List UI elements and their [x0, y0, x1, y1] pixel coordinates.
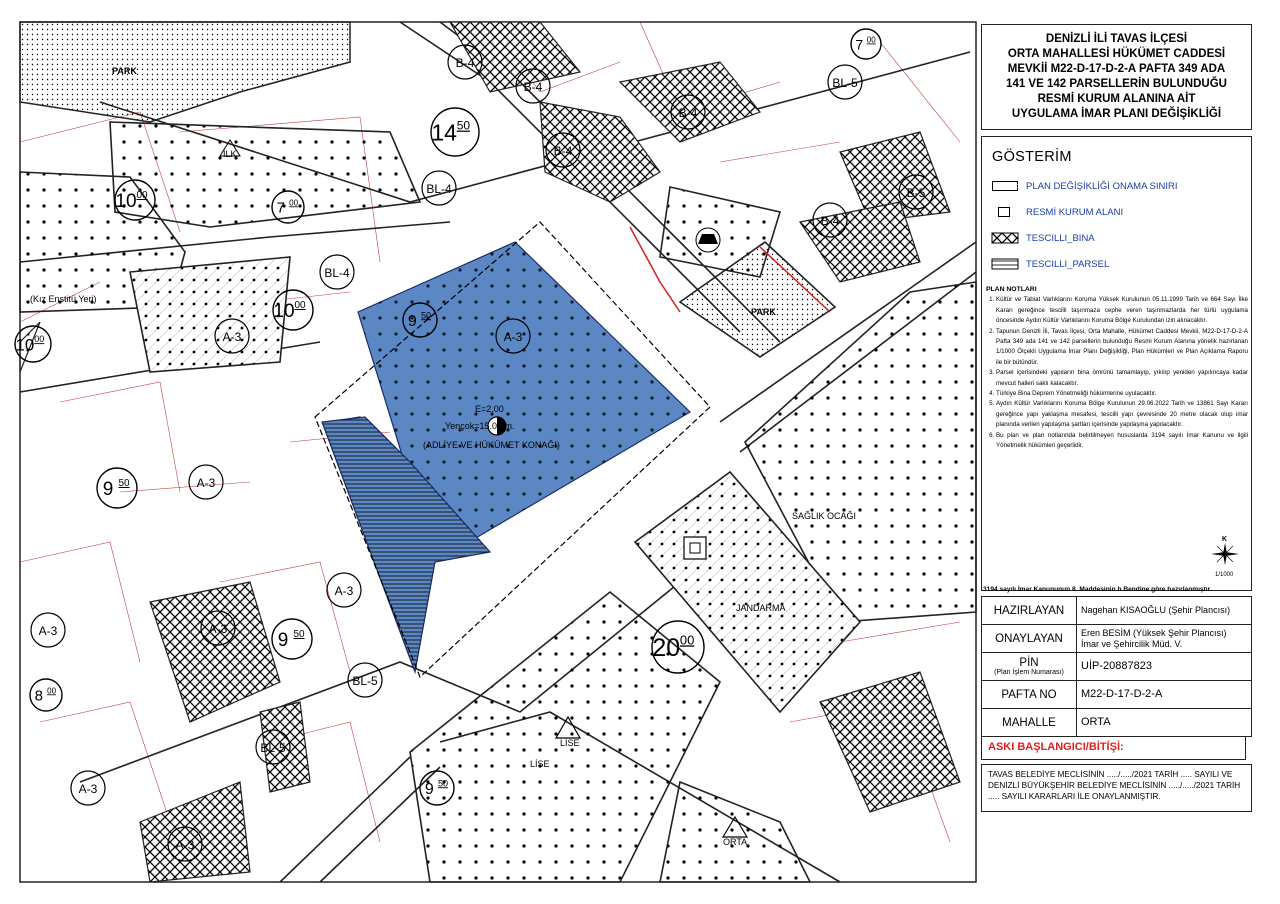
- plan-note: 6. Bu plan ve plan notlarında belirtilmeyen hususlarda 3194 sayılı İmar Kanunu ve ilgili Yönetmelik hükümleri geçerlidir.: [996, 431, 1248, 452]
- row-value: Eren BESİM (Yüksek Şehir Plancısı) İmar ve Şehircilik Müd. V.: [1077, 625, 1252, 653]
- svg-text:00: 00: [679, 632, 695, 648]
- approval-table: [981, 596, 1252, 737]
- table-row: [982, 709, 1252, 737]
- plan-note: 5. Aydın Kültür Varlıklarını Koruma Bölge Kurulunun 29.06.2022 Tarih ve 13861 Sayı Kararı gereğince yapı yaklaşma mesafesi, tescilli yapı çevresinde 20 metre olacak olup imar planında verilen yapılaşma şartları içerisinde yapılaşma yapılacaktır.: [996, 399, 1248, 430]
- density-label: E=2.00: [475, 404, 504, 414]
- svg-text:BL-5: BL-5: [352, 674, 378, 688]
- legend-item-label: TESCILLI_PARSEL: [1026, 258, 1110, 270]
- svg-text:20: 20: [652, 634, 681, 663]
- svg-text:BL-5: BL-5: [832, 76, 858, 90]
- pin-label: PİN: [1019, 657, 1039, 669]
- row-label: PAFTA NO: [982, 681, 1077, 709]
- plan-note: 2. Tapunun Denizli İli, Tavas İlçesi, Orta Mahalle, Hükümet Caddesi Mevkii, M22-D-17-D-2-A Pafta 349 ada 141 ve 142 parsellerin bulunduğu Resmi Kurum Alanına yönelik hazırlanan 1/1000 Ölçekli Uygulama İmar Planı Değişikliği, Plan Hükümleri ve Plan Açıklama Raporu ile bir bütündür.: [996, 327, 1248, 369]
- legend-item-label: TESCILLI_BINA: [1026, 232, 1095, 244]
- svg-text:ORTA: ORTA: [723, 837, 748, 847]
- svg-text:A-3: A-3: [175, 838, 195, 852]
- svg-text:A-3: A-3: [196, 476, 216, 490]
- svg-text:BL-5: BL-5: [260, 741, 286, 755]
- svg-text:00: 00: [866, 35, 876, 45]
- svg-text:BL-4: BL-4: [324, 266, 350, 280]
- svg-text:A-3: A-3: [208, 622, 228, 636]
- legend-item-official-area: [992, 199, 1251, 225]
- svg-text:9: 9: [277, 630, 289, 651]
- title-line: 141 VE 142 PARSELLERİN BULUNDUĞU: [1006, 78, 1227, 90]
- svg-text:A-3: A-3: [222, 330, 242, 344]
- row-label: [982, 653, 1077, 681]
- title-line: RESMİ KURUM ALANINA AİT: [1037, 93, 1196, 105]
- jandarma-label: JANDARMA: [736, 603, 786, 613]
- council-approval-text: TAVAS BELEDİYE MECLİSİNİN ...../...../2021 TARİH ..... SAYILI VE DENİZLİ BÜYÜKŞEHİR BELEDİYE MECLİSİNİN ...../...../2021 TARİH ..... SAYILI KARARLARI İLE ONAYLANMIŞTIR.: [981, 764, 1252, 812]
- row-value: UİP-20887823: [1077, 653, 1252, 681]
- table-row: [982, 681, 1252, 709]
- svg-text:14: 14: [431, 119, 457, 146]
- clinic-marker: [684, 537, 706, 559]
- svg-text:00: 00: [47, 686, 57, 696]
- svg-text:B-4: B-4: [553, 144, 573, 158]
- svg-text:B-4: B-4: [455, 56, 475, 70]
- plan-note: 1. Kültür ve Tabiat Varlıklarını Koruma Yüksek Kurulunun 05.11.1999 Tarih ve 664 Sayı İlke Kararı gereğince tescilli taşınmaza cephe veren taşınmazlarda her türlü uygulama öncesinde Aydın Kültür Varlıklarını Koruma Bölge Kurulundan izin alınacaktır.: [996, 295, 1248, 326]
- svg-text:10: 10: [273, 301, 295, 322]
- legend-item-registered-building: [992, 225, 1251, 251]
- legend-heading: GÖSTERİM: [992, 149, 1072, 165]
- svg-text:B-5: B-5: [906, 186, 926, 200]
- zoning-map: [15, 22, 976, 882]
- legend-item-boundary: [992, 173, 1251, 199]
- svg-text:A-3: A-3: [38, 624, 58, 638]
- plan-note: 4. Türkiye Bina Deprem Yönetmeliği hükümlerine uyulacaktır.: [996, 389, 1248, 399]
- pin-sublabel: (Plan İşlem Numarası): [994, 669, 1064, 676]
- svg-text:LİSE: LİSE: [560, 738, 580, 748]
- aski-box: ASKI BAŞLANGICI/BİTİŞİ:: [981, 736, 1246, 760]
- svg-text:B-4: B-4: [820, 214, 840, 228]
- svg-text:50: 50: [420, 310, 431, 321]
- row-label: HAZIRLAYAN: [982, 597, 1077, 625]
- scale-label: 1/1000: [1215, 572, 1234, 578]
- svg-text:K: K: [1222, 536, 1228, 543]
- svg-text:7: 7: [855, 36, 864, 53]
- row-label: MAHALLE: [982, 709, 1077, 737]
- svg-text:00: 00: [34, 334, 45, 345]
- table-row: [982, 625, 1252, 653]
- svg-text:50: 50: [437, 778, 448, 789]
- lise-label: LİSE: [530, 759, 550, 769]
- svg-text:A-3: A-3: [503, 330, 523, 344]
- table-row: [982, 653, 1252, 681]
- svg-text:00: 00: [294, 300, 306, 311]
- height-limit-label: Yençok=15.00 m.: [445, 421, 515, 431]
- title-line: UYGULAMA İMAR PLANI DEĞİŞİKLİĞİ: [1011, 108, 1222, 120]
- plan-notes-heading: PLAN NOTLARI: [986, 286, 1037, 293]
- legend-item-registered-parcel: [992, 251, 1251, 277]
- boundary-line-icon: [992, 181, 1018, 191]
- svg-text:7: 7: [276, 199, 285, 217]
- legend-panel: [981, 136, 1252, 591]
- row-value: M22-D-17-D-2-A: [1077, 681, 1252, 709]
- legend-item-label: RESMİ KURUM ALANI: [1026, 206, 1124, 218]
- title-line: DENİZLİ İLİ TAVAS İLÇESİ: [1045, 33, 1188, 45]
- svg-text:50: 50: [118, 478, 130, 489]
- adliye-label: (ADLİYE VE HÜKÜMET KONAĞI): [423, 440, 560, 450]
- svg-text:9: 9: [407, 312, 417, 330]
- parcel-lines-icon: [992, 259, 1018, 269]
- plan-note: 3. Parsel içerisindeki yapıların bina ömrünü tamamlayıp, yıkılıp yeniden yapılıncaya kadar mevcut halleri saklı kalacaktır.: [996, 368, 1248, 389]
- svg-text:A-3: A-3: [78, 782, 98, 796]
- svg-text:50: 50: [293, 629, 305, 640]
- north-arrow-icon: [1205, 534, 1245, 580]
- svg-text:BL-4: BL-4: [426, 182, 452, 196]
- park-label-right: PARK: [751, 307, 776, 317]
- plan-title-box: [981, 24, 1252, 130]
- title-line: MEVKİİ M22-D-17-D-2-A PAFTA 349 ADA: [1007, 63, 1226, 75]
- svg-text:50: 50: [456, 118, 471, 133]
- svg-text:9: 9: [424, 780, 434, 798]
- kiz-enstitu-label: (Kız Enstitü Yeri): [30, 294, 97, 304]
- svg-text:10: 10: [15, 335, 35, 355]
- row-value: Nagehan KISAOĞLU (Şehir Plancısı): [1077, 597, 1252, 625]
- monument-marker: [696, 228, 720, 252]
- svg-text:00: 00: [289, 198, 299, 208]
- svg-text:İLK: İLK: [223, 149, 237, 159]
- crosshatch-icon: [992, 233, 1018, 243]
- official-area-icon: [998, 207, 1010, 217]
- legend-item-label: PLAN DEĞİŞİKLİĞİ ONAMA SINIRI: [1026, 180, 1178, 192]
- svg-text:B-4: B-4: [523, 80, 543, 94]
- law-note: 3194 sayılı İmar Kanununun 8. Maddesinin b Bendine göre hazırlanmıştır.: [983, 586, 1212, 593]
- svg-text:8: 8: [34, 687, 43, 705]
- plan-notes: [986, 285, 1248, 452]
- saglik-ocagi-label: SAĞLIK OCAĞI: [792, 511, 857, 521]
- table-row: [982, 597, 1252, 625]
- svg-text:10: 10: [115, 191, 137, 212]
- row-label: ONAYLAYAN: [982, 625, 1077, 653]
- svg-text:B-4: B-4: [678, 106, 698, 120]
- svg-text:00: 00: [136, 190, 148, 201]
- park-label-top: PARK: [112, 66, 137, 76]
- svg-text:A-3: A-3: [334, 584, 354, 598]
- svg-text:9: 9: [102, 479, 114, 500]
- title-line: ORTA MAHALLESİ HÜKÜMET CADDESİ: [1007, 48, 1226, 60]
- row-value: ORTA: [1077, 709, 1252, 737]
